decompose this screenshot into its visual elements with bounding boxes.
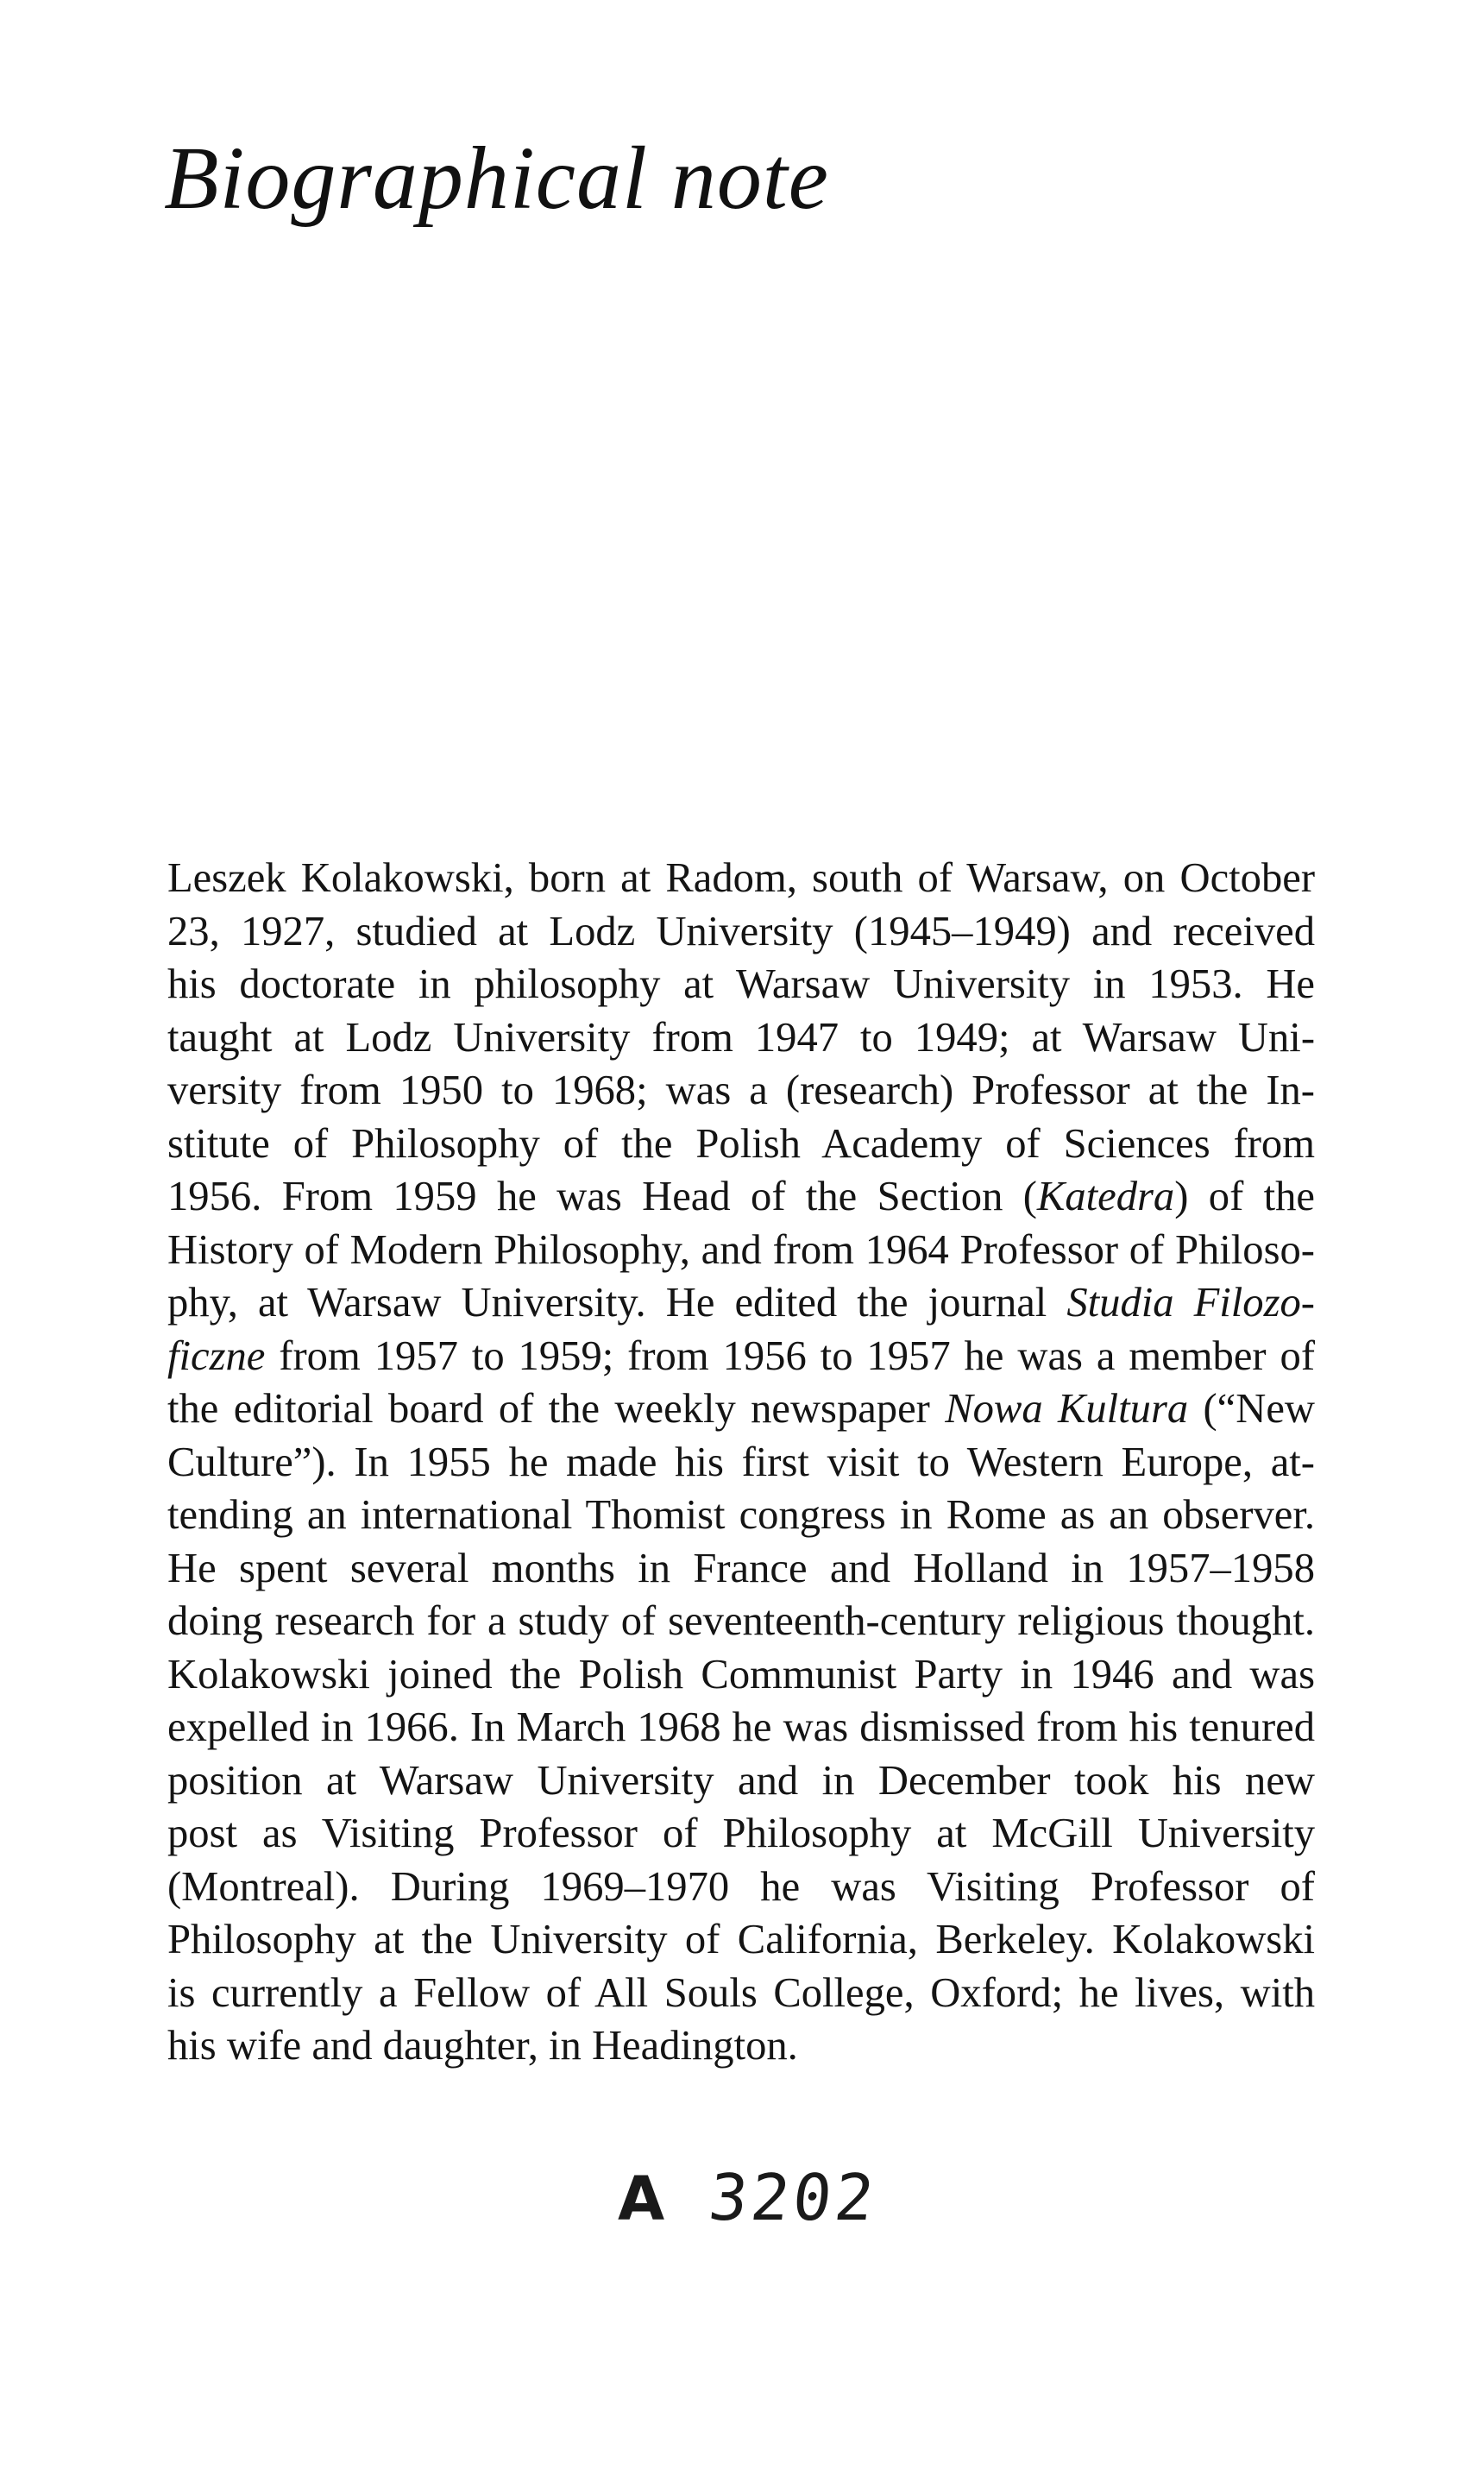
italic-term: Katedra <box>1036 1173 1175 1219</box>
text-line <box>167 1118 1315 1171</box>
text-segment: Culture”). In 1955 he made his first visit to Western Europe, at- <box>167 1438 1315 1485</box>
text-line <box>167 1807 1315 1861</box>
text-segment: taught at Lodz University from 1947 to 1949; at Warsaw Uni- <box>167 1013 1315 1061</box>
text-segment: (“New <box>1188 1385 1316 1432</box>
page-title: Biographical note <box>164 129 829 228</box>
text-line <box>167 2019 1315 2073</box>
text-segment: is currently a Fellow of All Souls College, Oxford; he lives, with <box>167 1968 1315 2016</box>
text-segment: versity from 1950 to 1968; was a (research) Professor at the In- <box>167 1067 1315 1113</box>
italic-term: ficzne <box>167 1332 266 1379</box>
text-line <box>167 1276 1315 1330</box>
text-segment: doing research for a study of seventeenth-century religious thought. <box>167 1597 1315 1644</box>
text-line <box>167 1224 1315 1277</box>
text-segment: He spent several months in France and Holland in 1957–1958 <box>167 1544 1315 1591</box>
text-segment: his doctorate in philosophy at Warsaw University in 1953. He <box>167 961 1315 1007</box>
text-line <box>167 1489 1315 1542</box>
text-line <box>167 1648 1315 1702</box>
text-segment: his wife and daughter, in Headington. <box>167 2022 798 2069</box>
text-segment: History of Modern Philosophy, and from 1964 Professor of Philoso- <box>167 1225 1315 1273</box>
text-segment: ) of the <box>1174 1173 1315 1219</box>
text-segment: position at Warsaw University and in December took his new <box>167 1756 1315 1804</box>
text-line <box>167 1861 1315 1914</box>
text-line <box>167 852 1315 905</box>
italic-term: Studia Filozo- <box>1066 1279 1315 1326</box>
text-line <box>167 1011 1315 1065</box>
text-line <box>167 1330 1315 1383</box>
text-segment: expelled in 1966. In March 1968 he was dismissed from his tenured <box>167 1704 1315 1750</box>
handwritten-number: 3202 <box>705 2161 881 2235</box>
text-line <box>167 905 1315 959</box>
text-segment: Philosophy at the University of California, Berkeley. Kolakowski <box>167 1916 1315 1962</box>
text-segment: tending an international Thomist congress in Rome as an observer. <box>167 1491 1315 1538</box>
text-segment: 1956. From 1959 he was Head of the Section ( <box>167 1173 1037 1219</box>
text-line <box>167 1701 1315 1754</box>
italic-term: Nowa Kultura <box>945 1385 1189 1432</box>
text-segment: post as Visiting Professor of Philosophy at McGill University <box>167 1810 1315 1856</box>
handwritten-catalog-number <box>618 2161 881 2235</box>
text-line <box>167 1064 1315 1118</box>
text-segment: (Montreal). During 1969–1970 he was Visiting Professor of <box>167 1862 1315 1910</box>
text-line <box>167 1383 1315 1436</box>
text-segment: phy, at Warsaw University. He edited the journal <box>167 1279 1067 1326</box>
text-line <box>167 1913 1315 1967</box>
text-line <box>167 958 1315 1011</box>
text-line <box>167 1542 1315 1596</box>
text-segment: the editorial board of the weekly newspaper <box>167 1385 946 1432</box>
text-segment: Kolakowski joined the Polish Communist Party in 1946 and was <box>167 1650 1315 1698</box>
text-line <box>167 1967 1315 2020</box>
text-segment: 23, 1927, studied at Lodz University (1945–1949) and received <box>167 907 1315 954</box>
biography-paragraph <box>167 852 1315 2073</box>
text-line <box>167 1170 1315 1224</box>
text-segment: stitute of Philosophy of the Polish Academy of Sciences from <box>167 1119 1315 1167</box>
text-segment: Leszek Kolakowski, born at Radom, south of Warsaw, on October <box>167 854 1315 901</box>
text-line <box>167 1436 1315 1490</box>
text-segment: from 1957 to 1959; from 1956 to 1957 he was a member of <box>265 1332 1315 1379</box>
handwritten-letter: A <box>618 2164 669 2234</box>
text-line <box>167 1595 1315 1648</box>
text-line <box>167 1754 1315 1808</box>
